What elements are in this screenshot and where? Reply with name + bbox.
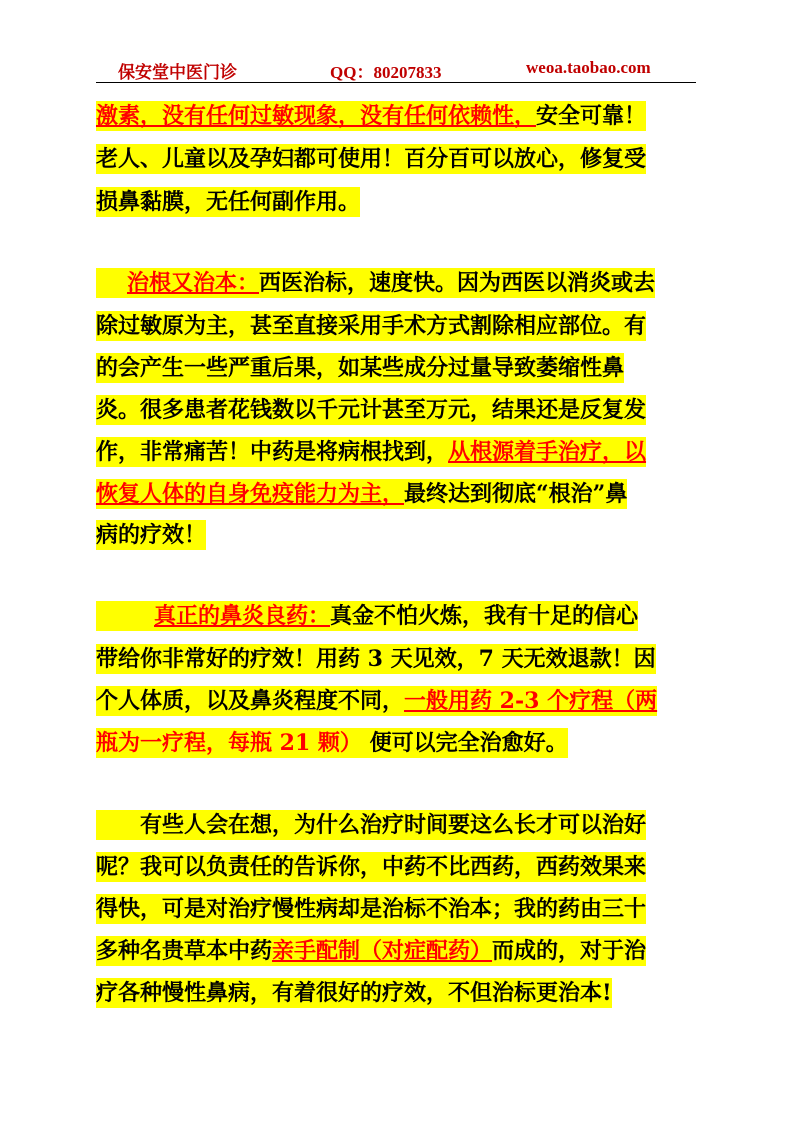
p4-l4-highlight: 亲手配制（对症配药） xyxy=(272,938,493,964)
p3-l1-heading: 真正的鼻炎良药： xyxy=(154,603,331,629)
p2-line-7: 病的疗效！ xyxy=(96,522,207,548)
qq-number: QQ：80207833 xyxy=(330,63,442,82)
p1-line-1 xyxy=(96,101,646,131)
p4-line-3: 得快，可是对治疗慢性病却是治标不治本；我的药由三十 xyxy=(96,896,647,922)
p1-l1-text: 安全可靠！ xyxy=(536,103,647,129)
p4-line-2: 呢？我可以负责任的告诉你，中药不比西药，西药效果来 xyxy=(96,854,647,880)
p2-l6-text: 最终达到彻底“根治”鼻 xyxy=(404,481,628,507)
p4-line-4 xyxy=(96,936,646,966)
p2-l1-text: 西医治标，速度快。因为西医以消炎或去 xyxy=(259,270,656,296)
p4-line-1 xyxy=(96,810,646,840)
p2-line-3: 的会产生一些严重后果，如某些成分过量导致萎缩性鼻 xyxy=(96,355,625,381)
p1-line-3: 损鼻黏膜，无任何副作用。 xyxy=(96,189,361,215)
p3-l1-text: 真金不怕火炼，我有十足的信心 xyxy=(330,603,639,629)
shop-url: weoa.taobao.com xyxy=(526,58,651,77)
p4-l4-text-a: 多种名贵草本中药 xyxy=(96,938,273,964)
p2-line-5 xyxy=(96,437,646,467)
p3-line-1 xyxy=(96,601,638,631)
p3-l4-highlight: 瓶为一疗程，每瓶 21 颗） xyxy=(96,730,362,756)
p3-l4-text: 便可以完全治愈好。 xyxy=(361,730,568,756)
p4-line-5: 疗各种慢性鼻病，有着很好的疗效，不但治标更治本! xyxy=(96,980,612,1006)
p2-line-4: 炎。很多患者花钱数以千元计甚至万元，结果还是反复发 xyxy=(96,397,647,423)
p3-line-4 xyxy=(96,728,568,758)
page-header xyxy=(96,58,696,83)
p3-l3-highlight: 一般用药 2-3 个疗程（两 xyxy=(404,688,658,714)
p2-line-6 xyxy=(96,479,627,509)
clinic-name: 保安堂中医门诊 xyxy=(118,63,237,82)
p1-line-2: 老人、儿童以及孕妇都可使用！百分百可以放心，修复受 xyxy=(96,146,647,172)
p2-l6-highlight: 恢复人体的自身免疫能力为主， xyxy=(96,481,405,507)
p3-l3-text: 个人体质，以及鼻炎程度不同， xyxy=(96,688,405,714)
p4-l4-text-c: 而成的，对于治 xyxy=(492,938,647,964)
p3-line-2: 带给你非常好的疗效！用药 3 天见效，7 天无效退款！因 xyxy=(96,646,656,672)
p2-line-1 xyxy=(96,268,655,298)
p1-l1-highlight: 激素，没有任何过敏现象，没有任何依赖性， xyxy=(96,103,537,129)
p2-l5-highlight: 从根源着手治疗，以 xyxy=(448,439,647,465)
p2-line-2: 除过敏原为主，甚至直接采用手术方式割除相应部位。有 xyxy=(96,313,647,339)
p3-line-3 xyxy=(96,686,657,716)
p2-l1-heading: 治根又治本： xyxy=(127,270,260,296)
p2-l5-text: 作，非常痛苦！中药是将病根找到， xyxy=(96,439,449,465)
p4-l1-text: 有些人会在想，为什么治疗时间要这么长才可以治好 xyxy=(140,812,647,838)
